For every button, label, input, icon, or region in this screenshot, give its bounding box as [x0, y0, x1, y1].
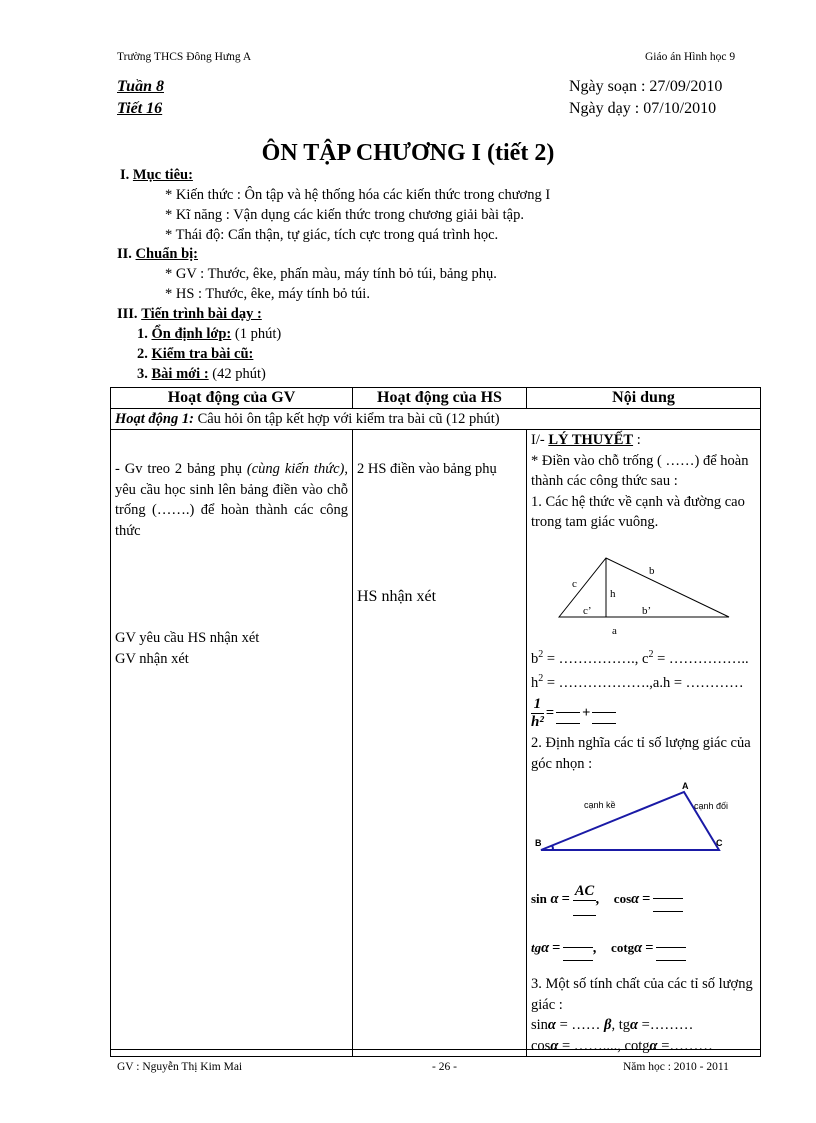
- procedure-step-1: [137, 326, 281, 343]
- comma: ,: [593, 939, 598, 956]
- prop-cos: cos: [531, 1037, 551, 1054]
- f-h-rest: = ……………….,a.h = …………: [543, 674, 744, 691]
- procedure-label: Tiến trình bài dạy :: [141, 306, 262, 322]
- tg-fraction: [563, 935, 593, 961]
- alpha-symbol: α: [631, 890, 640, 907]
- sup-2: 2: [538, 672, 544, 684]
- step-label: Kiểm tra bài cũ:: [151, 346, 254, 362]
- alpha-symbol: α: [649, 1037, 658, 1054]
- gv-instruction-em: (cùng kiến thức): [246, 461, 345, 477]
- alpha-symbol: α: [547, 1017, 556, 1034]
- step-rest: (42 phút): [208, 366, 266, 382]
- activity-cell: [111, 409, 761, 430]
- prop-cotg-dots: =………: [657, 1037, 713, 1054]
- hs-review: HS nhận xét: [357, 587, 437, 605]
- activity-text: Câu hỏi ôn tập kết hợp với kiểm tra bài cũ (12 phút): [193, 411, 500, 427]
- procedure-heading: [117, 306, 262, 323]
- procedure-step-2: [137, 346, 253, 363]
- procedure-num: III.: [117, 306, 138, 322]
- f-b: b: [531, 650, 539, 667]
- frac-blank: [592, 702, 616, 724]
- alpha-symbol: α: [629, 1017, 639, 1034]
- sin-text: sin: [531, 891, 547, 907]
- frac-den: h²: [531, 713, 544, 730]
- label-a: a: [612, 624, 617, 637]
- footer-rule: [110, 1049, 761, 1050]
- objectives-heading: [120, 167, 193, 184]
- table-row: [111, 430, 761, 1057]
- prep-date: Ngày soạn : 27/09/2010: [569, 78, 723, 95]
- preparation-hs: * HS : Thước, êke, máy tính bỏ túi.: [165, 286, 370, 302]
- vertex-b: B: [535, 838, 542, 849]
- label-c-prime: c’: [583, 604, 592, 617]
- property-sin-tg: [531, 1015, 756, 1036]
- teach-date: Ngày dạy : 07/10/2010: [569, 100, 717, 117]
- formula-b2-c2: [531, 645, 756, 669]
- opposite-side-label: cạnh đối: [694, 801, 729, 812]
- sup-2: 2: [538, 648, 544, 660]
- angle-arc: [552, 845, 553, 850]
- objective-attitude: * Thái độ: Cẩn thận, tự giác, tích cực trong quá trình học.: [165, 227, 499, 243]
- property-cos-cotg: [531, 1036, 756, 1057]
- period-label: Tiết 16: [117, 100, 163, 117]
- preparation-heading: [117, 246, 198, 263]
- header-gv: Hoạt động của GV: [111, 388, 353, 409]
- subject-name: Giáo án Hình học 9: [645, 51, 736, 63]
- frac-1-over-h2: [531, 696, 544, 731]
- comma: ,: [596, 890, 600, 907]
- objective-knowledge: * Kiến thức : Ôn tập và hệ thống hóa các kiến thức trong chương I: [165, 187, 551, 203]
- equals-sign: =: [642, 890, 651, 907]
- item-1: 1. Các hệ thức về cạnh và đường cao trong tam giác vuông.: [531, 493, 745, 530]
- prop-cos-dots: = ……...., cotg: [558, 1037, 650, 1054]
- item-2: 2. Định nghĩa các tỉ số lượng giác của góc nhọn :: [531, 735, 751, 772]
- preparation-num: II.: [117, 246, 132, 262]
- procedure-step-3: [137, 366, 266, 383]
- table-header-row: [111, 388, 761, 409]
- tg-text: tg: [531, 940, 542, 956]
- prop-sin-dots: = ……: [555, 1017, 605, 1034]
- sin-fraction: [573, 883, 596, 916]
- activity-row: [111, 409, 761, 430]
- header-content: Nội dung: [527, 388, 761, 409]
- theory-num: I/-: [531, 432, 545, 448]
- prop-tg: , tg: [611, 1017, 630, 1034]
- lesson-table: [110, 387, 761, 1057]
- frac-num: 1: [531, 696, 544, 714]
- page-title: ÔN TẬP CHƯƠNG I (tiết 2): [261, 140, 555, 166]
- step-label: Ổn định lớp:: [151, 326, 232, 342]
- gv-instruction: [115, 459, 348, 541]
- gv-instruction-b: , yêu cầu học sinh lên bảng điền vào chỗ trống (…….) để hoàn thành các công thức: [115, 461, 348, 539]
- gv-ask-review: GV yêu cầu HS nhận xét: [115, 630, 260, 646]
- cos-fraction: [653, 886, 683, 912]
- alpha-symbol: α: [541, 939, 550, 956]
- hs-fill: 2 HS điền vào bảng phụ: [357, 461, 497, 477]
- theory-heading: [531, 430, 756, 451]
- footer-page-number: - 26 -: [432, 1061, 457, 1073]
- objectives-label: Mục tiêu:: [132, 167, 193, 183]
- vertex-a: A: [682, 782, 689, 792]
- hs-cell: [353, 430, 527, 1057]
- objectives-num: I.: [120, 167, 130, 183]
- preparation-label: Chuẩn bị:: [135, 246, 199, 262]
- equals-sign: =: [552, 939, 561, 956]
- cos-text: cos: [613, 891, 632, 907]
- theory-colon: :: [633, 432, 641, 448]
- formula-reciprocal: [531, 693, 756, 733]
- objective-skill: * Kĩ năng : Vận dụng các kiến thức trong chương giải bài tập.: [165, 207, 524, 223]
- label-b-prime: b’: [642, 604, 652, 617]
- week-label: Tuần 8: [117, 78, 164, 95]
- activity-label: Hoạt động 1:: [115, 411, 194, 427]
- gv-instruction-a: - Gv treo 2 bảng phụ: [115, 461, 247, 477]
- step-num: 2.: [137, 346, 148, 362]
- gv-review: GV nhận xét: [115, 650, 189, 667]
- content-cell: [527, 430, 761, 1057]
- gv-cell: [111, 430, 353, 1057]
- label-c: c: [572, 577, 577, 590]
- step-label: Bài mới :: [151, 366, 209, 382]
- formula-tg-cotg: [531, 928, 756, 968]
- equals-sign: =: [645, 939, 654, 956]
- footer-school-year: Năm học : 2010 - 2011: [623, 1061, 729, 1073]
- item-3: 3. Một số tính chất của các tỉ số lượng giác :: [531, 976, 753, 1013]
- prop-sin: sin: [531, 1017, 548, 1034]
- prop-tg-dots: =………: [638, 1017, 694, 1034]
- f-c-rest: = ……………..: [653, 650, 749, 667]
- equals-sign: =: [545, 704, 555, 721]
- sup-2: 2: [648, 648, 654, 660]
- fill-intro: * Điền vào chỗ trống ( ……) để hoàn thành các công thức sau :: [531, 452, 749, 489]
- f-h: h: [531, 674, 539, 691]
- formula-h2-ah: [531, 669, 756, 693]
- formula-sin-cos: [531, 876, 756, 922]
- sin-numerator: AC: [574, 882, 595, 899]
- plus-sign: +: [582, 704, 591, 721]
- header-hs: Hoạt động của HS: [353, 388, 527, 409]
- footer-teacher: GV : Nguyễn Thị Kim Mai: [117, 1061, 243, 1073]
- step-num: 1.: [137, 326, 148, 342]
- f-b-rest: = ……………., c: [543, 650, 649, 667]
- label-h: h: [610, 587, 616, 600]
- frac-blank: [556, 702, 580, 724]
- beta-symbol: β: [604, 1017, 612, 1034]
- cotg-fraction: [656, 935, 686, 961]
- theory-label: LÝ THUYẾT: [548, 432, 634, 448]
- vertex-c: C: [716, 838, 723, 849]
- step-num: 3.: [137, 366, 148, 382]
- alpha-symbol: α: [550, 1037, 559, 1054]
- trig-triangle-shape: [541, 792, 719, 850]
- alpha-symbol: α: [634, 939, 643, 956]
- right-triangle-figure: [533, 537, 733, 637]
- trig-triangle-figure: [531, 782, 736, 866]
- school-name: Trường THCS Đông Hưng A: [117, 51, 252, 63]
- alpha-symbol: α: [550, 890, 559, 907]
- preparation-gv: * GV : Thước, êke, phấn màu, máy tính bỏ túi, bảng phụ.: [165, 266, 497, 282]
- cotg-text: cotg: [611, 940, 635, 956]
- label-b: b: [649, 564, 655, 577]
- step-rest: (1 phút): [231, 326, 282, 342]
- equals-sign: =: [561, 890, 570, 907]
- adjacent-side-label: cạnh kề: [584, 800, 616, 811]
